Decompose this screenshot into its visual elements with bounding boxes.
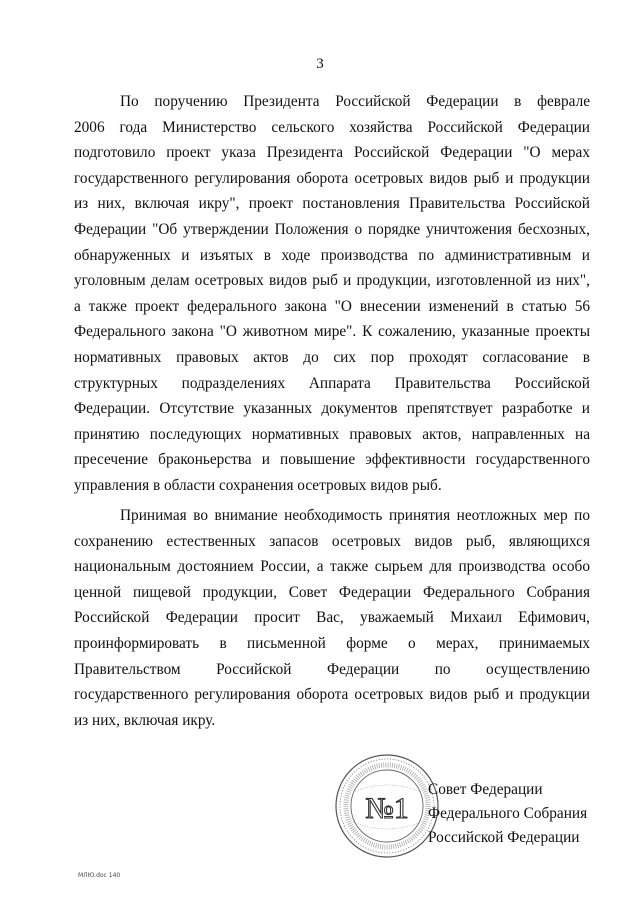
- paragraph-line: уголовным делам осетровых видов рыб и продукции, изготовленной из них",: [74, 272, 590, 290]
- paragraph-line: обнаруженных и изъятых в ходе производства по административным и: [74, 246, 590, 264]
- paragraph-line: По поручению Президента Российской Федерации в феврале: [120, 93, 590, 110]
- paragraph-line: из них, включая икру", проект постановления Правительства Российской: [74, 195, 590, 213]
- paragraph-line: из них, включая икру.: [74, 711, 216, 729]
- paragraph-line: а также проект федерального закона "О внесении изменений в статью 56: [74, 297, 590, 315]
- paragraph-line: нормативных правовых актов до сих пор проходят согласование в: [74, 348, 590, 366]
- paragraph-line: Федерации. Отсутствие указанных документов препятствует разработке и: [74, 400, 590, 418]
- paragraph-line: Федерации "Об утверждении Положения о порядке уничтожения бесхозных,: [74, 220, 590, 238]
- seal-number: №1: [365, 792, 409, 825]
- paragraph-line: проинформировать в письменной форме о мерах, принимаемых: [74, 634, 590, 652]
- paragraph-line: национальным достоянием России, а также сырьем для производства особо: [74, 558, 590, 576]
- signature-line: Совет Федерации: [428, 781, 543, 798]
- paragraph-2: [74, 503, 590, 733]
- footer-code: МЛЮ.doc 140: [78, 872, 121, 879]
- paragraph-line: Федерального закона "О животном мире". К сожалению, указанные проекты: [74, 323, 590, 341]
- paragraph-line: государственного регулирования оборота осетровых видов рыб и продукции: [74, 169, 590, 187]
- paragraph-line: подготовило проект указа Президента Российской Федерации "О мерах: [74, 144, 590, 162]
- paragraph-line: управления в области сохранения осетровых видов рыб.: [74, 476, 442, 494]
- paragraph-line: Принимая во внимание необходимость принятия неотложных мер по: [120, 507, 590, 524]
- paragraph-line: пресечение браконьерства и повышение эффективности государственного: [74, 451, 590, 469]
- paragraph-line: 2006 года Министерство сельского хозяйства Российской Федерации: [74, 118, 590, 136]
- signature-line: Федерального Собрания: [428, 805, 588, 822]
- paragraph-line: государственного регулирования оборота осетровых видов рыб и продукции: [74, 686, 590, 704]
- paragraph-line: принятию последующих нормативных правовых актов, направленных на: [74, 425, 590, 443]
- signature-block: [428, 778, 587, 850]
- paragraph-line: структурных подразделениях Аппарата Правительства Российской: [74, 374, 590, 392]
- paragraph-line: Правительством Российской Федерации по осуществлению: [74, 660, 590, 678]
- signature-line: Российской Федерации: [428, 829, 580, 846]
- paragraph-line: Российской Федерации просит Вас, уважаемый Михаил Ефимович,: [74, 609, 590, 627]
- paragraph-line: сохранению естественных запасов осетровых видов рыб, являющихся: [74, 532, 590, 550]
- page-number: 3: [316, 56, 324, 72]
- official-seal: [333, 752, 441, 860]
- paragraph-line: ценной пищевой продукции, Совет Федерации Федерального Собрания: [74, 583, 590, 601]
- paragraph-1: [74, 89, 590, 499]
